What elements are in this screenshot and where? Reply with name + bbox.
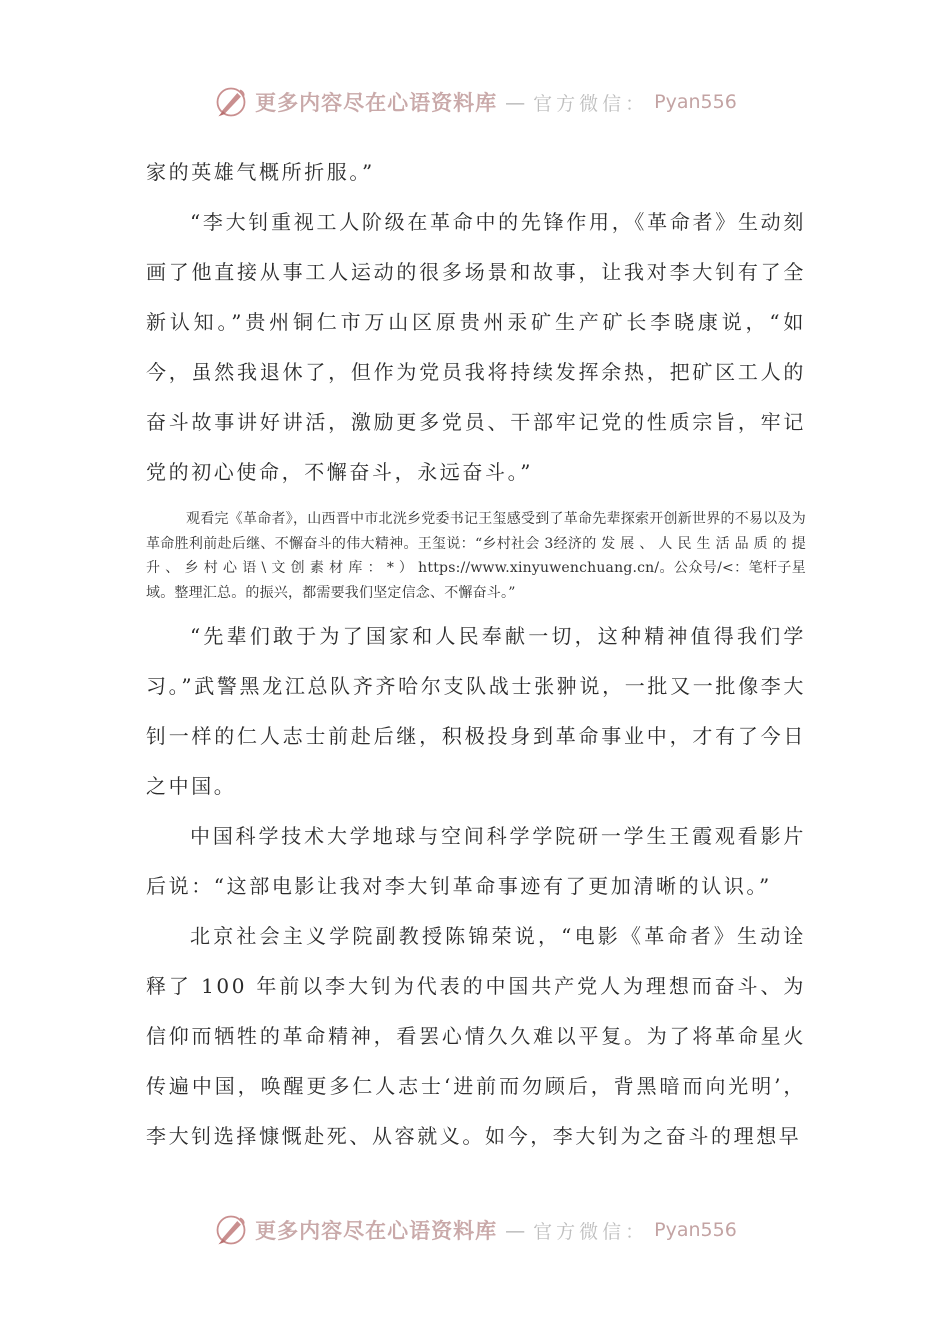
watermark-header-inner — [213, 84, 737, 120]
watermark-sub-text: 官方微信： — [533, 1220, 649, 1243]
paragraph-continuation: 家的英雄气概所折服。” — [146, 160, 375, 184]
pen-logo-icon — [213, 84, 249, 120]
watermark-dash: — — [505, 1218, 526, 1242]
pen-logo-icon — [213, 1212, 249, 1248]
watermark-footer — [0, 1210, 950, 1250]
watermark-wechat-id: Pyan556 — [654, 1219, 737, 1241]
watermark-header — [0, 82, 950, 122]
paragraph-chen-jinrong: 北京社会主义学院副教授陈锦荣说，“电影《革命者》生动诠释了 100 年前以李大钊为代表的中国共产党人为理想而奋斗、为信仰而牺牲的革命精神，看罢心情久久难以平复。为了将革命星火传遍中国，唤醒更多仁人志士‘进前而勿顾后，背黑暗而向光明’，李大钊选择慷慨赴死、从容就义。如今，李大钊为之奋斗的理想早 — [146, 924, 806, 1148]
watermark-main-text: 更多内容尽在心语资料库 — [255, 90, 498, 115]
paragraph-wang-xia: 中国科学技术大学地球与空间科学学院研一学生王霞观看影片后说：“这部电影让我对李大钊革命事迹有了更加清晰的认识。” — [146, 824, 806, 898]
paragraph-zhang-chong: “先辈们敢于为了国家和人民奉献一切，这种精神值得我们学习。”武警黑龙江总队齐齐哈尔支队战士张翀说，一批又一批像李大钊一样的仁人志士前赴后继，积极投身到革命事业中，才有了今日之中国。 — [146, 624, 806, 798]
watermark-dash: — — [505, 90, 526, 114]
watermark-sub-text: 官方微信： — [533, 92, 649, 115]
paragraph-li-xiaokang: “李大钊重视工人阶级在革命中的先锋作用，《革命者》生动刻画了他直接从事工人运动的很多场景和故事，让我对李大钊有了全新认知。”贵州铜仁市万山区原贵州汞矿生产矿长李晓康说，“如今，虽然我退休了，但作为党员我将持续发挥余热，把矿区工人的奋斗故事讲好讲活，激励更多党员、干部牢记党的性质宗旨，牢记党的初心使命，不懈奋斗，永远奋斗。” — [146, 210, 806, 484]
watermark-footer-inner — [213, 1212, 737, 1248]
article-body — [146, 147, 806, 1161]
watermark-wechat-id: Pyan556 — [654, 91, 737, 113]
watermark-main-text: 更多内容尽在心语资料库 — [255, 1218, 498, 1243]
paragraph-wang-xi: 观看完《革命者》，山西晋中市北洸乡党委书记王玺感受到了革命先辈探索开创新世界的不易以及为革命胜利前赴后继、不懈奋斗的伟大精神。王玺说：“乡村社会 3经济的 发 展 、 人 民 生 活 品 质 的 提 升 、 乡 村 心 语 \ 文 创 素 材 库 ： * ） https://www.xinyuwenchuang.cn/。公众号/<：笔杆子星域。整理汇总。的振兴，都需要我们坚定信念、不懈奋斗。” — [146, 511, 806, 601]
